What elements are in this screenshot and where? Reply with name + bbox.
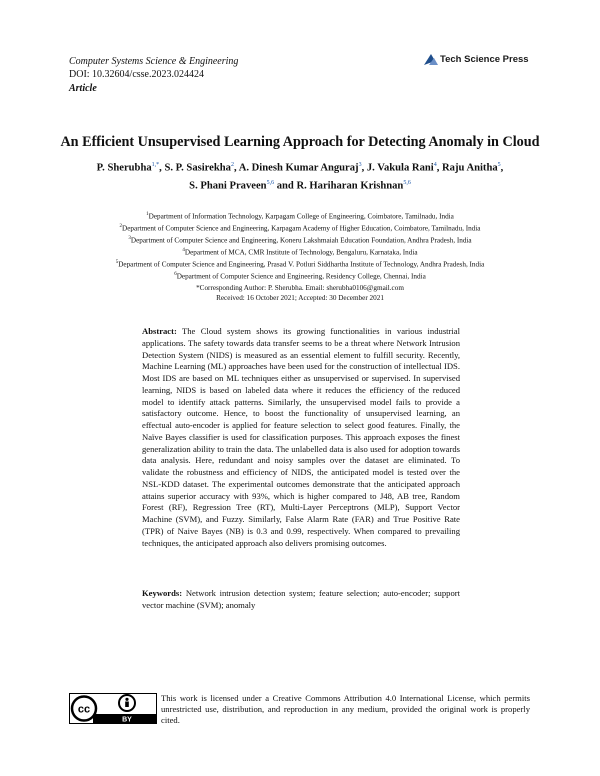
corresponding-author: *Corresponding Author: P. Sherubha. Email: sherubha0106@gmail.com xyxy=(196,283,404,292)
affiliations xyxy=(0,210,600,304)
author-name: A. Dinesh Kumar Anguraj xyxy=(238,162,359,174)
abstract-label: Abstract: xyxy=(142,326,177,336)
author-name: R. Hariharan Krishnan xyxy=(296,180,404,192)
affiliation: $^3$Department of Computer Science and Engineering, Koneru Lakshmaiah Education Foundation, Andhra Pradesh, India xyxy=(128,236,472,245)
author-marks[interactable]: 1,* xyxy=(151,162,160,168)
doi[interactable]: DOI: 10.32604/csse.2023.024424 xyxy=(69,69,204,80)
author-marks[interactable]: 5,6 xyxy=(403,180,411,187)
author-marks[interactable]: 5 xyxy=(497,162,501,168)
author-marks[interactable]: 4 xyxy=(433,162,437,168)
author-name: J. Vakula Rani xyxy=(366,162,434,174)
license-text: This work is licensed under a Creative Commons Attribution 4.0 International License, which permits unrestricted use, distribution, and reproduction in any medium, provided the original work is properly cited. xyxy=(161,693,530,725)
affiliation: $^6$Department of Computer Science and Engineering, Residency College, Chennai, India xyxy=(174,272,426,281)
cc-by-badge[interactable] xyxy=(69,693,157,724)
publisher-icon xyxy=(422,52,442,67)
author-marks[interactable]: 5,6 xyxy=(266,180,275,187)
affiliation: $^1$Department of Information Technology, Karpagam College of Engineering, Coimbatore, Tamilnadu, India xyxy=(146,212,454,221)
author-marks[interactable]: 2 xyxy=(230,162,234,168)
affiliation: $^5$Department of Computer Science and Engineering, Prasad V. Potluri Siddhartha Institute of Technology, Andhra Pradesh, India xyxy=(115,260,485,269)
affiliation: $^2$Department of Computer Science and Engineering, Karpagam Academy of Higher Education, Coimbatore, Tamilnadu, India xyxy=(119,224,481,233)
received-dates: Received: 16 October 2021; Accepted: 30 December 2021 xyxy=(216,294,384,303)
affiliation: $^4$Department of MCA, CMR Institute of Technology, Bengaluru, Karnataka, India xyxy=(182,248,418,257)
publisher-name: Tech Science Press xyxy=(440,54,529,65)
keywords-label: Keywords: xyxy=(142,588,183,598)
author-name: Raju Anitha xyxy=(442,162,498,174)
keywords xyxy=(142,588,460,612)
abstract xyxy=(142,326,460,549)
cc-letters: cc xyxy=(77,703,91,716)
author-name: P. Sherubha xyxy=(96,162,152,174)
paper-title: An Efficient Unsupervised Learning Approach for Detecting Anomaly in Cloud xyxy=(60,134,540,150)
keywords-text: Network intrusion detection system; feature selection; auto-encoder; support vector machine (SVM); anomaly xyxy=(142,588,460,610)
author-line-1: P. Sherubha$^{1,*}$, S. P. Sasirekha$^2$, A. Dinesh Kumar Anguraj$^3$, J. Vakula Rani$^4$, Raju Anitha$^5$, xyxy=(96,162,504,174)
article-type: Article xyxy=(69,83,97,94)
by-letters: BY xyxy=(122,716,132,724)
author-name: S. Phani Praveen xyxy=(189,180,267,192)
author-name: S. P. Sasirekha xyxy=(164,162,231,174)
abstract-text: The Cloud system shows its growing functionalities in various industrial applications. The safety towards data transfer seems to be a threat where Network Intrusion Detection System (NIDS) is measured as an essential element to fulfill security. Recently, Machine Learning (ML) approaches have been used for the construction of intellectual IDS. Most IDS are based on ML techniques either as unsupervised or supervised. In supervised learning, NIDS is based on labeled data where it reduces the efficiency of the reduced model to identify attack patterns. Similarly, the unsupervised model fails to provide a satisfactory outcome. Hence, to boost the functionality of unsupervised learning, an effectual auto-encoder is applied for feature selection to select good features. Finally, the Naïve Bayes classifier is used for classification purposes. This approach exposes the finest generalization ability to train the data. The unlabelled data is also used for adoption towards data analysis. Here, redundant and noisy samples over the dataset are eliminated. To validate the robustness and efficiency of NIDS, the anticipated model is tested over the NSL-KDD dataset. The experimental outcomes demonstrate that the anticipated approach attains superior accuracy with 93%, which is higher compared to J48, AB tree, Random Forest (RF), Regression Tree (RT), Multi-Layer Perceptrons (MLP), Support Vector Machine (SVM), and Fuzzy. Similarly, False Alarm Rate (FAR) and True Positive Rate (TPR) of Naive Bayes (NB) is 0.3 and 0.99, respectively. When compared to prevailing techniques, the anticipated approach also delivers promising outcomes. xyxy=(142,326,460,548)
journal-name: Computer Systems Science & Engineering xyxy=(69,56,239,67)
author-list xyxy=(40,158,560,194)
author-line-2: S. Phani Praveen$^{5,6}$ and R. Hariharan Krishnan$^{5,6}$ xyxy=(189,180,411,192)
publisher-logo[interactable] xyxy=(422,52,536,67)
author-marks[interactable]: 3 xyxy=(358,162,362,168)
